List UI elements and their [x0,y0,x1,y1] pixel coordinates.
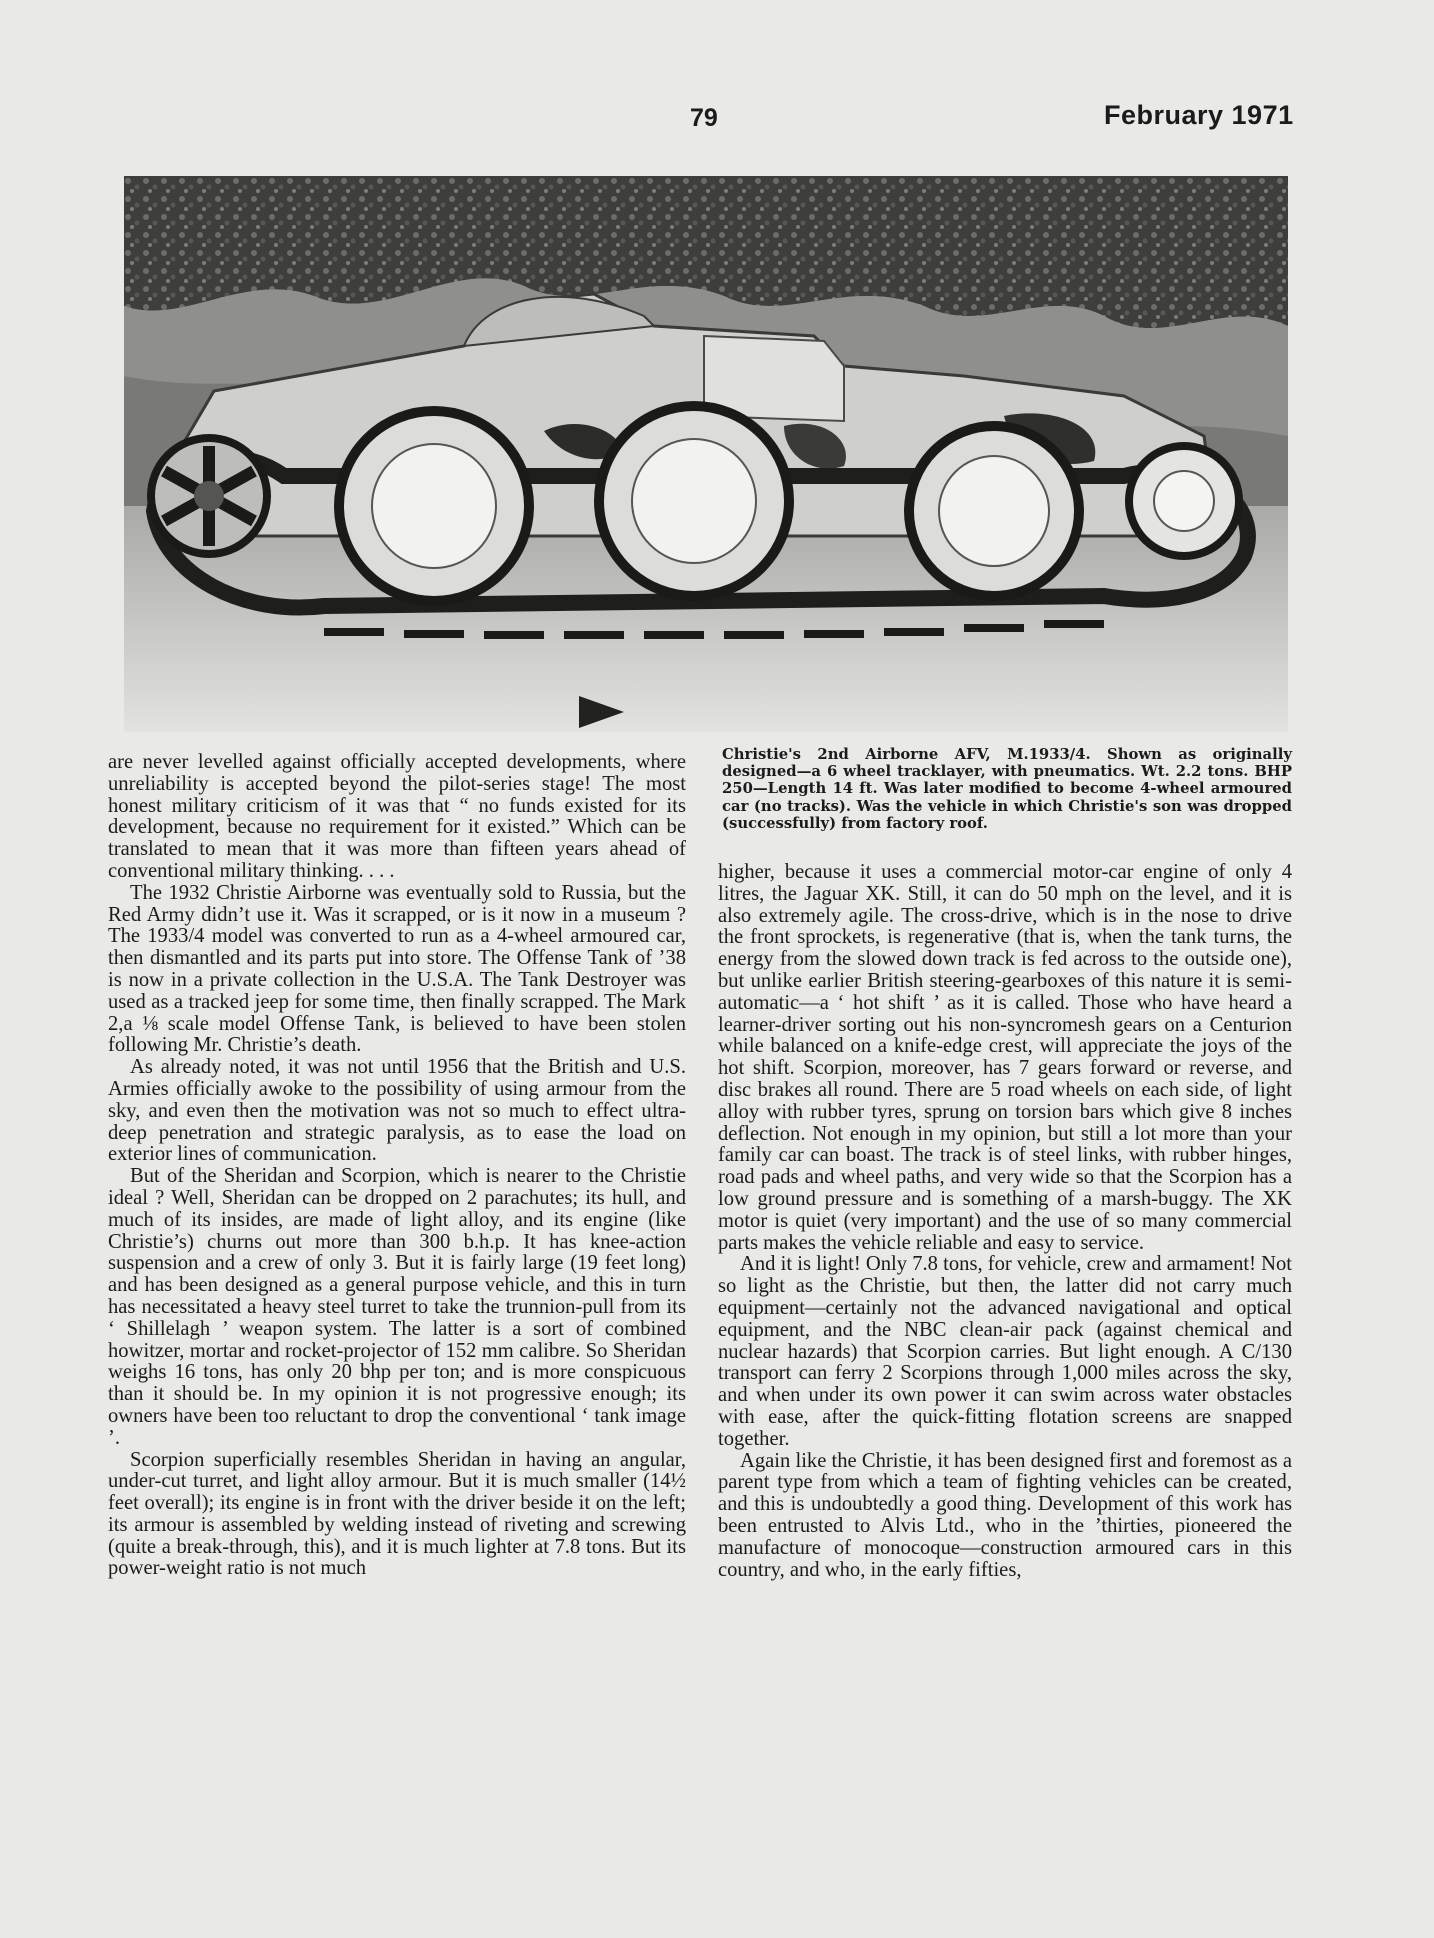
page-number: 79 [690,104,718,132]
issue-date: February 1971 [1104,100,1294,130]
paragraph: The 1932 Christie Airborne was eventually sold to Russia, but the Red Army didn’t use it. Was it scrapped, or is it now in a museum ? The 1933/4 model was converted to run as a 4-wheel armoured car, then dismantled and its parts put into store. The Offense Tank of ’38 is now in a private collection in the U.S.A. The Tank Destroyer was used as a tracked jeep for some time, then finally scrapped. The Mark 2,a ⅛ scale model Offense Tank, is believed to have been stolen following Mr. Christie’s death. [108,881,686,1057]
paragraph: Scorpion superficially resembles Sheridan in having an angular, under-cut turret, and light alloy armour. But it is much smaller (14½ feet overall); its engine is in front with the driver beside it on the left; its armour is assembled by welding instead of riveting and screwing (quite a break-through, this), and it is much lighter at 7.8 tons. But its power-weight ratio is not much [108,1448,686,1580]
left-text-column [108,752,686,1580]
paragraph: higher, because it uses a commercial motor-car engine of only 4 litres, the Jaguar XK. Still, it can do 50 mph on the level, and it is also extremely agile. The cross-drive, which is in the nose to drive the front sprockets, is regenerative (that is, when the tank turns, the energy from the slowed down track is fed across to the outside one), but unlike earlier British steering-gearboxes of this nature it is semi-automatic—a ‘ hot shift ’ as it is called. Those who have heard a learner-driver sorting out his non-syncromesh gears on a Centurion while balanced on a knife-edge crest, will appreciate the joys of the hot shift. Scorpion, moreover, has 7 gears forward or reverse, and disc brakes all round. There are 5 road wheels on each side, of light alloy with rubber tyres, sprung on torsion bars which give 8 inches deflection. Not enough in my opinion, but still a lot more than your family car can boast. The track is of steel links, with rubber hinges, road pads and wheel paths, and very wide so that the Scorpion has a low ground pressure and is something of a marsh-buggy. The XK motor is quiet (very important) and the use of so many commercial parts makes the vehicle reliable and easy to service. [718,861,1292,1254]
right-text-column [718,862,1292,1581]
paragraph: As already noted, it was not until 1956 that the British and U.S. Armies officially awoke to the possibility of using armour from the sky, and even then the motivation was not so much to effect ultra-deep penetration and strategic paralysis, as to ease the load on exterior lines of communication. [108,1056,686,1166]
paragraph: are never levelled against officially accepted developments, where unreliability is accepted beyond the pilot-series stage! The most honest military criticism of it was that “ no funds existed for its development, because no requirement for it existed.” Which can be translated to mean that it was more than fifteen years ahead of conventional military thinking. . . . [108,751,686,882]
paragraph: Again like the Christie, it has been designed first and foremost as a parent type from which a team of fighting vehicles can be created, and this is undoubtedly a good thing. Development of this work has been entrusted to Alvis Ltd., who in the ’thirties, pioneered the manufacture of monocoque—construction armoured cars in this country, and who, in the early fifties, [718,1449,1292,1581]
photo-caption: Christie's 2nd Airborne AFV, M.1933/4. Shown as originally designed—a 6 wheel tracklayer, with pneumatics. Wt. 2.2 tons. BHP 250—Length 14 ft. Was later modified to become 4-wheel armoured car (no tracks). Was the vehicle in which Christie's son was dropped (successfully) from factory roof. [722,746,1292,832]
paragraph: But of the Sheridan and Scorpion, which is nearer to the Christie ideal ? Well, Sheridan can be dropped on 2 parachutes; its hull, and much of its insides, are made of light alloy, and its engine (like Christie’s) churns out more than 300 b.h.p. It has knee-action suspension and a crew of only 3. But it is fairly large (19 feet long) and has been designed as a general purpose vehicle, and this in turn has necessitated a heavy steel turret to take the trunnion-pull from its ‘ Shillelagh ’ weapon system. The latter is a sort of combined howitzer, mortar and rocket-projector of 152 mm calibre. So Sheridan weighs 16 tons, has only 20 bhp per ton; and is more conspicuous than it should be. In my opinion it is not progressive enough; its owners have been too reluctant to drop the conventional ‘ tank image ’. [108,1165,686,1449]
paragraph: And it is light! Only 7.8 tons, for vehicle, crew and armament! Not so light as the Christie, but then, the latter did not carry much equipment—certainly not the advanced navigational and optical equipment, and the NBC clean-air pack (against chemical and nuclear hazards) that Scorpion carries. But light enough. A C/130 transport can ferry 2 Scorpions through 1,000 miles across the sky, and when under its own power it can swim across water obstacles with ease, after the quick-fitting flotation screens are snapped together. [718,1253,1292,1450]
tank-photograph [124,176,1288,732]
